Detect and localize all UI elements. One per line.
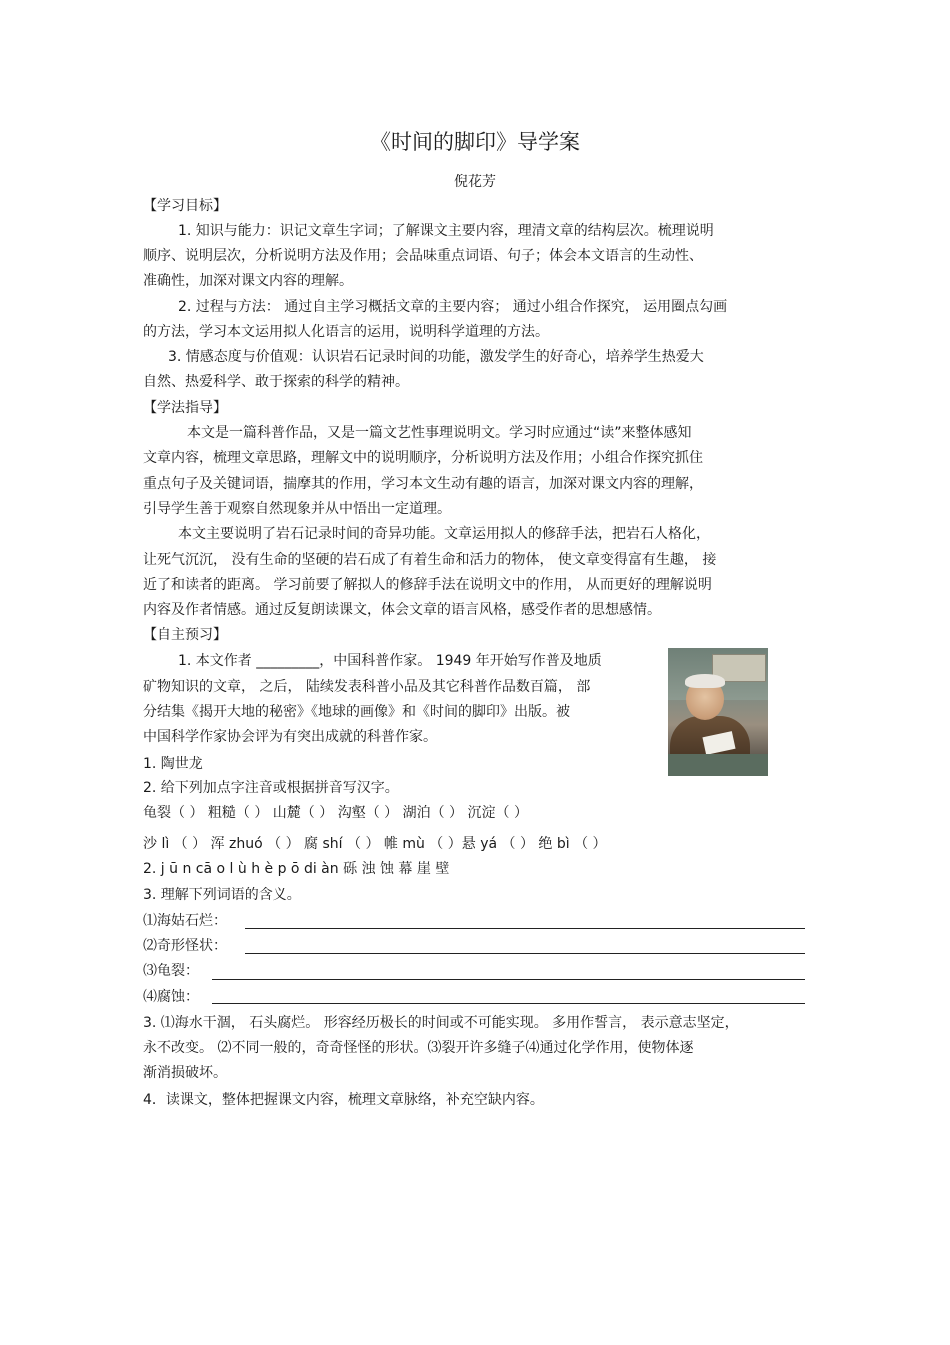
method-para-2-line-1: 本文主要说明了岩石记录时间的奇异功能。文章运用拟人的修辞手法，把岩石人格化， (178, 526, 710, 542)
goal-3-line-1: 3. 情感态度与价值观：认识岩石记录时间的功能，激发学生的好奇心，培养学生热爱大 (168, 349, 704, 365)
preview-q2-heading: 2. 给下列加点字注音或根据拼音写汉字。 (143, 780, 399, 796)
answer-3-line-3: 渐消损破坏。 (143, 1065, 227, 1081)
author-name: 倪花芳 (454, 174, 496, 190)
preview-q1-line-2: 矿物知识的文章， 之后， 陆续发表科普小品及其它科普作品数百篇， 部 (143, 679, 591, 695)
pinyin-row-2: 沙 lì （ ） 浑 zhuó （ ） 腐 shí （ ） 帷 mù （ ）悬 yá （ ） 绝 bì （ ） (143, 836, 607, 852)
section-heading-goals: 【学习目标】 (143, 198, 227, 214)
preview-q4: 4．读课文，整体把握课文内容，梳理文章脉络，补充空缺内容。 (143, 1092, 544, 1108)
goal-2-line-2: 的方法，学习本文运用拟人化语言的运用，说明科学道理的方法。 (143, 324, 549, 340)
preview-q1-line-4: 中国科学作家协会评为有突出成就的科普作家。 (143, 729, 437, 745)
term-1-label: ⑴海姑石烂： (143, 913, 227, 929)
term-4-blank[interactable] (212, 1003, 805, 1004)
section-heading-preview: 【自主预习】 (143, 627, 227, 643)
term-3-label: ⑶龟裂： (143, 963, 199, 979)
preview-q3-heading: 3. 理解下列词语的含义。 (143, 887, 301, 903)
method-para-2-line-2: 让死气沉沉， 没有生命的坚硬的岩石成了有着生命和活力的物体， 使文章变得富有生趣， 接 (143, 552, 717, 568)
goal-1-line-2: 顺序、说明层次，分析说明方法及作用；会品味重点词语、句子；体会本文语言的生动性、 (143, 248, 703, 264)
method-para-1-line-2: 文章内容，梳理文章思路，理解文中的说明顺序，分析说明方法及作用；小组合作探究抓住 (143, 450, 703, 466)
term-3-blank[interactable] (212, 979, 805, 980)
term-2-label: ⑵奇形怪状： (143, 938, 227, 954)
term-4-label: ⑷腐蚀： (143, 989, 199, 1005)
method-para-1-line-1: 本文是一篇科普作品，又是一篇文艺性事理说明文。学习时应通过“读”来整体感知 (187, 425, 692, 441)
pinyin-row-1: 龟裂（ ） 粗糙（ ） 山麓（ ） 沟壑（ ） 湖泊（ ） 沉淀（ ） (143, 805, 528, 821)
preview-q1-line-3: 分结集《揭开大地的秘密》《地球的画像》和《时间的脚印》出版。被 (143, 704, 570, 720)
goal-1-line-1: 1. 知识与能力：识记文章生字词；了解课文主要内容，理清文章的结构层次。梳理说明 (178, 223, 714, 239)
term-1-blank[interactable] (245, 928, 805, 929)
answer-3-line-1: 3. ⑴海水干涸， 石头腐烂。 形容经历极长的时间或不可能实现。 多用作誓言， 表示意志坚定， (143, 1015, 739, 1031)
goal-1-line-3: 准确性，加深对课文内容的理解。 (143, 273, 353, 289)
method-para-2-line-3: 近了和读者的距离。 学习前要了解拟人的修辞手法在说明文中的作用， 从而更好的理解说明 (143, 577, 712, 593)
answer-1: 1. 陶世龙 (143, 756, 203, 772)
answer-3-line-2: 永不改变。 ⑵不同一般的，奇奇怪怪的形状。⑶裂开许多缝子⑷通过化学作用，使物体逐 (143, 1040, 694, 1056)
goal-3-line-2: 自然、热爱科学、敢于探索的科学的精神。 (143, 374, 409, 390)
section-heading-method: 【学法指导】 (143, 400, 227, 416)
goal-2-line-1: 2. 过程与方法： 通过自主学习概括文章的主要内容； 通过小组合作探究， 运用圈点勾画 (178, 299, 728, 315)
method-para-1-line-4: 引导学生善于观察自然现象并从中悟出一定道理。 (143, 501, 451, 517)
method-para-1-line-3: 重点句子及关键词语，揣摩其的作用，学习本文生动有趣的语言，加深对课文内容的理解， (143, 476, 703, 492)
answer-2: 2. j ū n cā o l ù h è p ō di àn 砾 浊 蚀 幕 崖 壁 (143, 861, 450, 877)
document-title: 《时间的脚印》导学案 (370, 130, 580, 154)
preview-q1-line-1: 1. 本文作者 _________，中国科普作家。 1949 年开始写作普及地质 (178, 653, 602, 669)
method-para-2-line-4: 内容及作者情感。通过反复朗读课文，体会文章的语言风格，感受作者的思想感情。 (143, 602, 661, 618)
author-photo (668, 648, 768, 776)
term-2-blank[interactable] (245, 953, 805, 954)
